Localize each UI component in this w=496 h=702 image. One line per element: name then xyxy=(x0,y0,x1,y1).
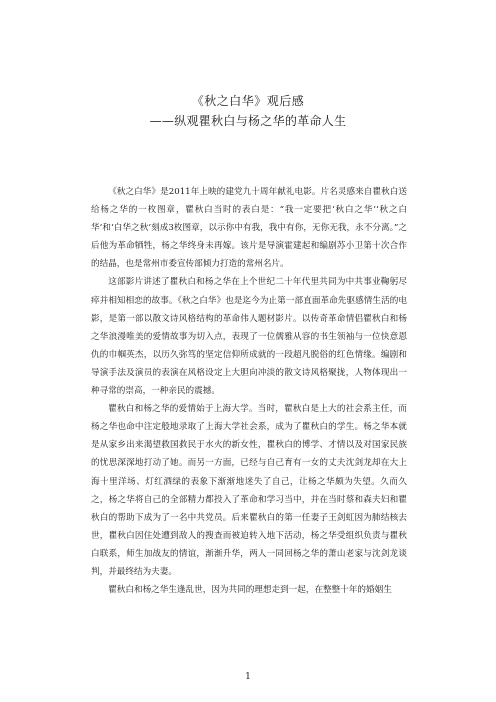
paragraph: 《秋之白华》是2011年上映的建党九十周年献礼电影。片名灵感来自瞿秋白送给杨之华的一枚图章，瞿秋白当时的表白是：“我一定要把‘秋白之华’‘秋之白华’和‘白华之秋’刻成3枚图章，以示你中有我，我中有你，无你无我，永不分离。”之后他为革命牺牲，杨之华终身未再嫁。该片是导演霍建起和编剧苏小卫第十次合作的结晶，也是常州市委宣传部倾力打造的常州名片。 xyxy=(91,187,407,270)
paragraph: 瞿秋白和杨之华生逢乱世，因为共同的理想走到一起，在整整十年的婚姻生 xyxy=(108,585,392,596)
page-number: 1 xyxy=(245,672,251,682)
document-subtitle: ——纵观瞿秋白与杨之华的革命人生 xyxy=(149,114,347,128)
paragraph: 瞿秋白和杨之华的爱情始于上海大学。当时，瞿秋白是上大的社会系主任，而杨之华也命中注定般地录取了上海大学社会系，成为了瞿秋白的学生。杨之华本就是从家乡出来渴望救国救民于水火的新女性，瞿秋白的博学、才情以及对国家民族的忧思深深地打动了她。而另一方面，已经与自己育有一女的丈夫沈剑龙却在大上海十里洋场、灯红酒绿的表象下渐渐地迷失了自己，让杨之华颇为失望。久而久之，杨之华将自己的全部精力都投入了革命和学习当中，并在当时蔡和森夫妇和瞿秋白的帮助下成为了一名中共党员。后来瞿秋白的第一任妻子王剑虹因为肺结核去世，瞿秋白因住处遭到敌人的搜查而被迫转入地下活动，杨之华受组织负责与瞿秋白联系，师生加战友的情谊，渐渐升华，两人一同回杨之华的萧山老家与沈剑龙谈判，并最终结为夫妻。 xyxy=(91,404,407,577)
document-title: 《秋之白华》观后感 xyxy=(191,94,305,108)
paragraph: 这部影片讲述了瞿秋白和杨之华在上个世纪二十年代里共同为中共事业鞠躬尽瘁并相知相恋的故事。《秋之白华》也是迄今为止第一部直面革命先驱感情生活的电影，是第一部以散文诗风格结构的革命伟人题材影片。以传奇革命情侣瞿秋白和杨之华浪漫唯美的爱情故事为切入点，表现了一位儒雅从容的书生领袖与一位快意恩仇的巾帼英杰，以历久弥笃的坚定信仰所成就的一段超凡脱俗的红色情缘。编剧和导演手法及演员的表演在风格设定上大胆向冲淡的散文诗风格聚拢，人物体现出一种寻常的崇高，一种亲民的震撼。 xyxy=(91,277,407,397)
document-body xyxy=(91,183,407,599)
